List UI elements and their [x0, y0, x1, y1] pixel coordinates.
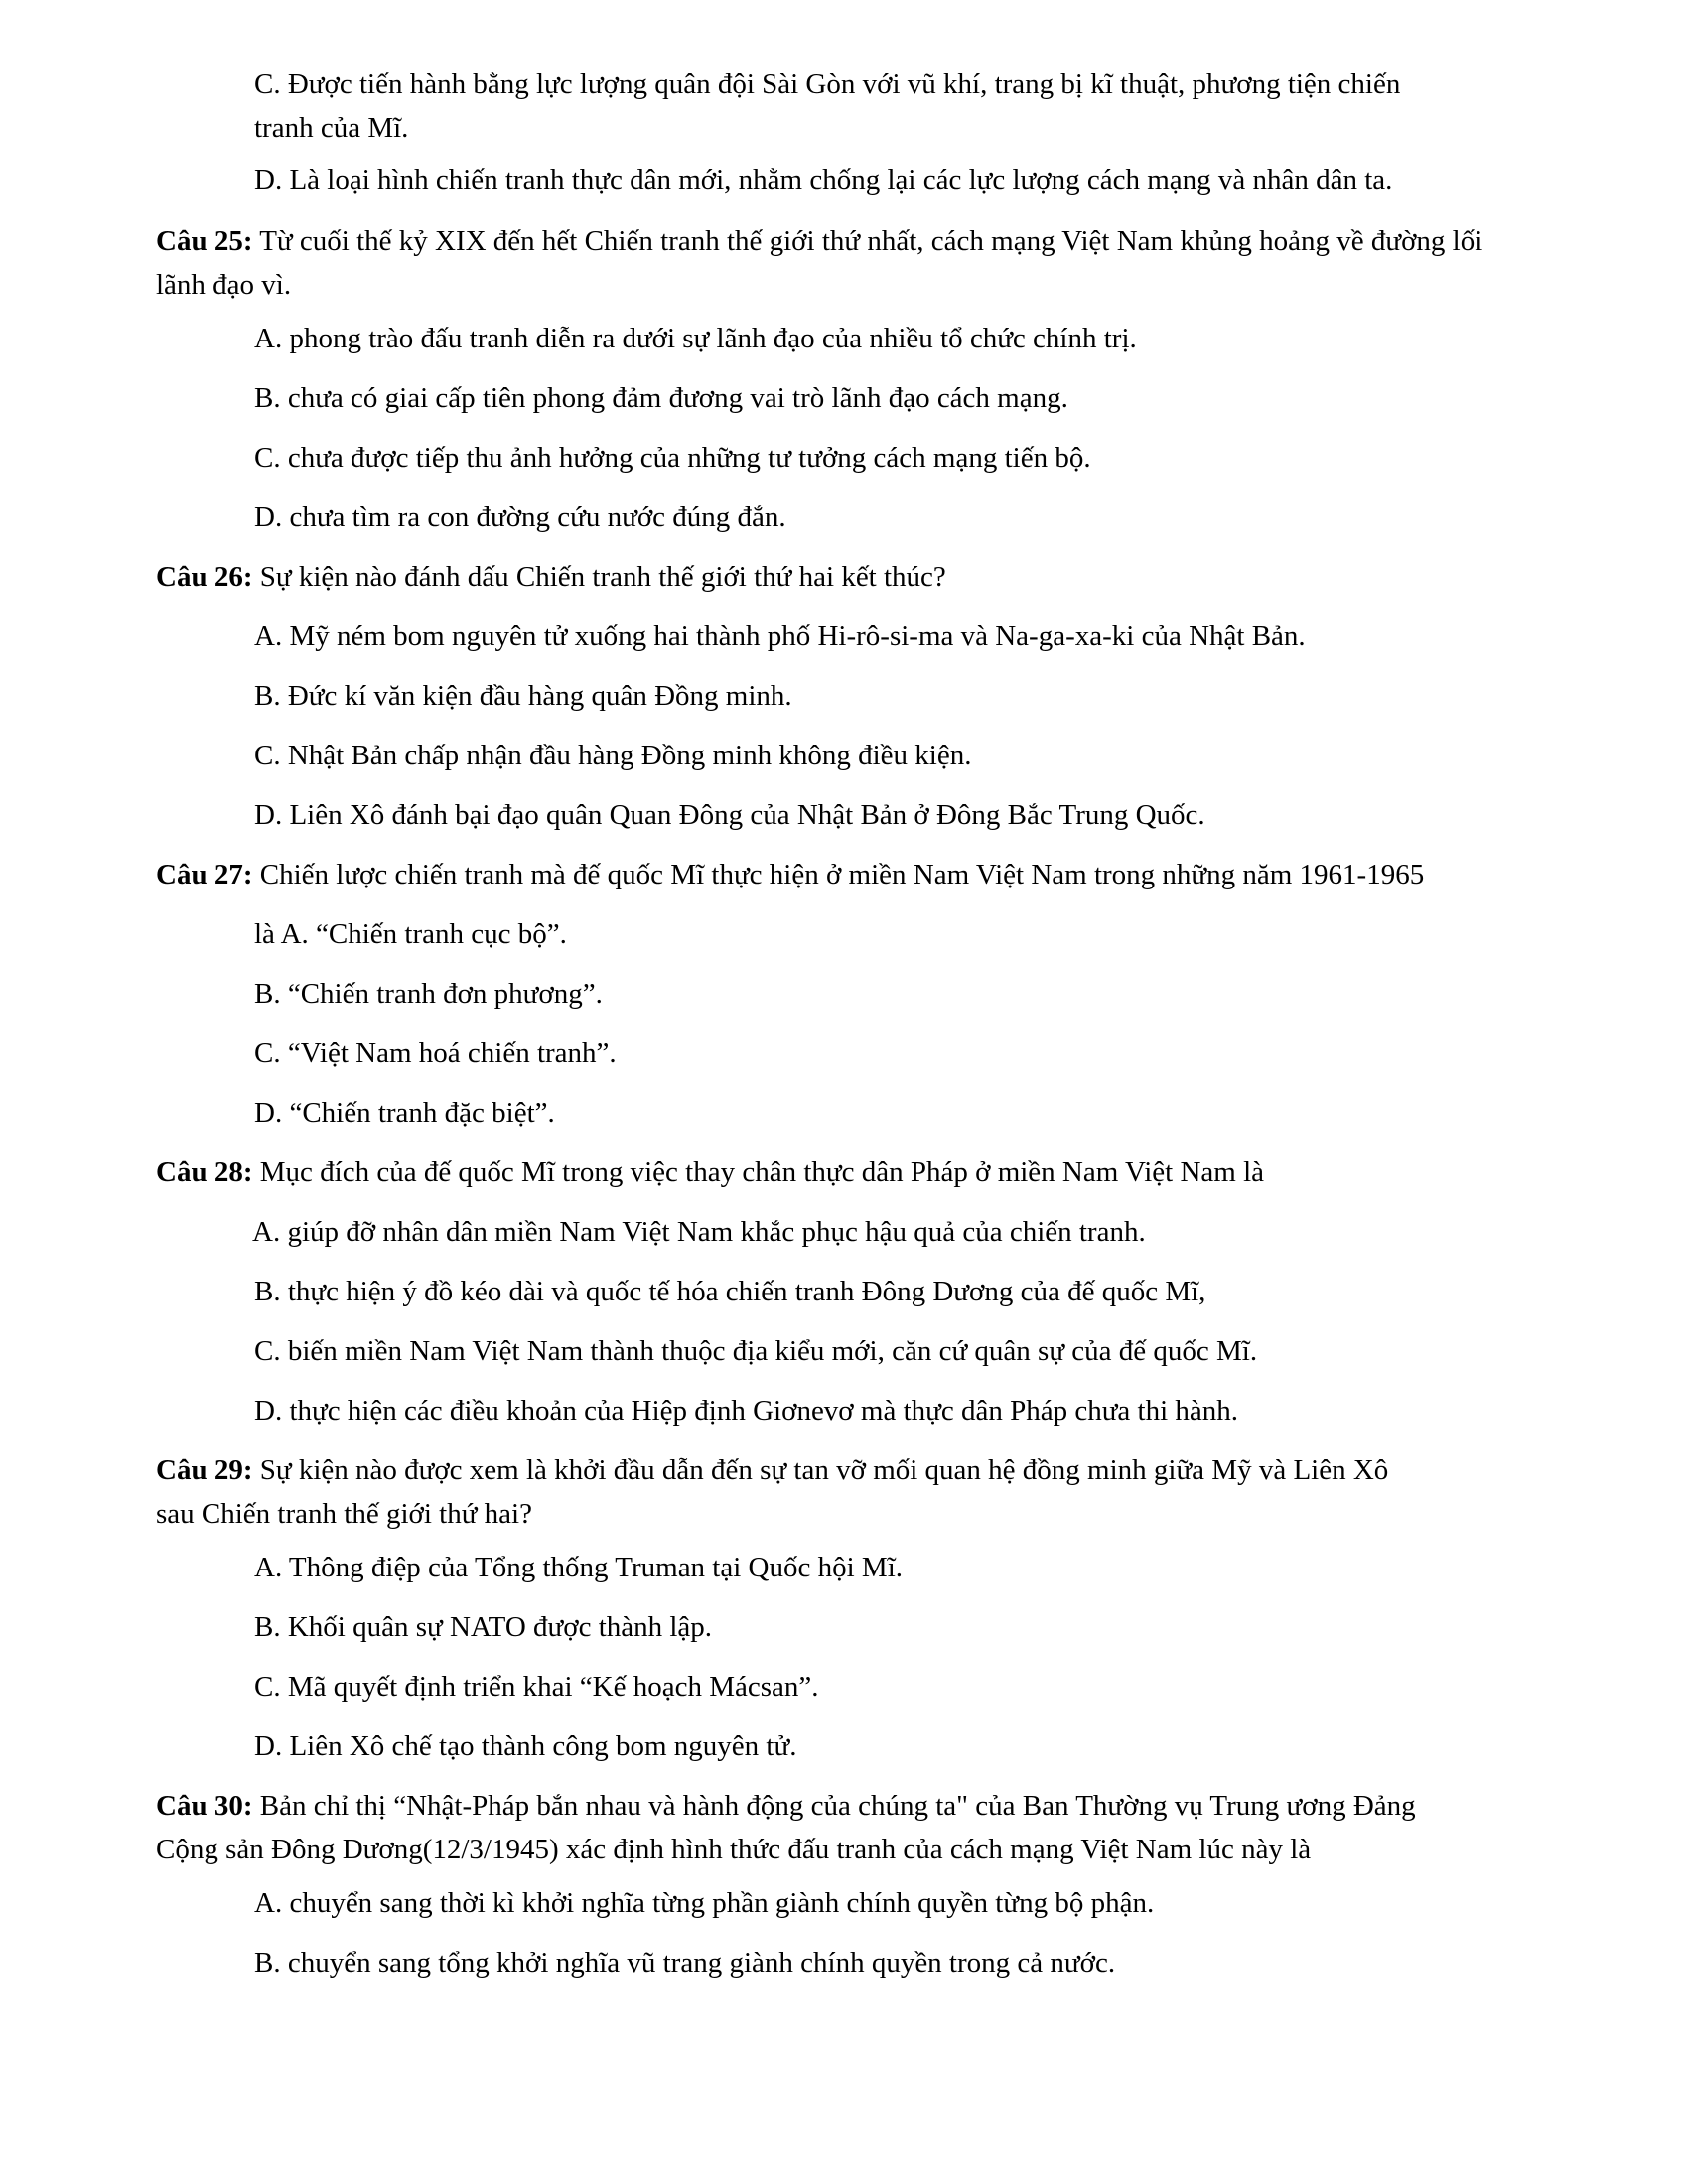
question-25-line2: lãnh đạo vì.: [156, 269, 292, 301]
q29-option-b: B. Khối quân sự NATO được thành lập.: [254, 1611, 713, 1643]
question-27: [156, 857, 1424, 892]
question-text: Sự kiện nào được xem là khởi đầu dẫn đến sự tan vỡ mối quan hệ đồng minh giữa Mỹ và Liên Xô: [252, 1454, 1389, 1486]
prev-option-d: D. Là loại hình chiến tranh thực dân mới, nhằm chống lại các lực lượng cách mạng và nhân dân ta.: [254, 164, 1393, 196]
q26-option-c: C. Nhật Bản chấp nhận đầu hàng Đồng minh không điều kiện.: [254, 740, 972, 771]
q26-option-d: D. Liên Xô đánh bại đạo quân Quan Đông của Nhật Bản ở Đông Bắc Trung Quốc.: [254, 799, 1205, 831]
q29-option-a: A. Thông điệp của Tổng thống Truman tại Quốc hội Mĩ.: [254, 1552, 904, 1583]
question-26: [156, 559, 946, 595]
q27-option-d: D. “Chiến tranh đặc biệt”.: [254, 1097, 555, 1129]
q25-option-b: B. chưa có giai cấp tiên phong đảm đương vai trò lãnh đạo cách mạng.: [254, 382, 1068, 414]
question-label: Câu 25:: [156, 225, 253, 257]
question-29-line2: sau Chiến tranh thế giới thứ hai?: [156, 1498, 532, 1530]
q25-option-c: C. chưa được tiếp thu ảnh hưởng của những tư tưởng cách mạng tiến bộ.: [254, 442, 1091, 474]
q26-option-b: B. Đức kí văn kiện đầu hàng quân Đồng minh.: [254, 680, 792, 712]
question-text: Từ cuối thế kỷ XIX đến hết Chiến tranh thế giới thứ nhất, cách mạng Việt Nam khủng hoảng về đường lối: [252, 225, 1483, 257]
question-30-line2: Cộng sản Đông Dương(12/3/1945) xác định hình thức đấu tranh của cách mạng Việt Nam lúc này là: [156, 1834, 1312, 1865]
question-label: Câu 28:: [156, 1157, 253, 1188]
q27-option-b: B. “Chiến tranh đơn phương”.: [254, 978, 603, 1010]
q28-option-c: C. biến miền Nam Việt Nam thành thuộc địa kiểu mới, căn cứ quân sự của đế quốc Mĩ.: [254, 1335, 1258, 1367]
question-label: Câu 27:: [156, 859, 253, 890]
question-text: Mục đích của đế quốc Mĩ trong việc thay chân thực dân Pháp ở miền Nam Việt Nam là: [252, 1157, 1265, 1188]
prev-option-c-line1: C. Được tiến hành bằng lực lượng quân đội Sài Gòn với vũ khí, trang bị kĩ thuật, phương tiện chiến: [254, 68, 1401, 100]
question-30: [156, 1788, 1416, 1824]
q30-option-a: A. chuyển sang thời kì khởi nghĩa từng phần giành chính quyền từng bộ phận.: [254, 1887, 1155, 1919]
q25-option-a: A. phong trào đấu tranh diễn ra dưới sự lãnh đạo của nhiều tổ chức chính trị.: [254, 323, 1137, 354]
question-label: Câu 26:: [156, 561, 253, 593]
q29-option-d: D. Liên Xô chế tạo thành công bom nguyên tử.: [254, 1730, 797, 1762]
question-29: [156, 1452, 1388, 1488]
question-label: Câu 30:: [156, 1790, 253, 1822]
q30-option-b: B. chuyển sang tổng khởi nghĩa vũ trang giành chính quyền trong cả nước.: [254, 1947, 1116, 1979]
q26-option-a: A. Mỹ ném bom nguyên tử xuống hai thành phố Hi-rô-si-ma và Na-ga-xa-ki của Nhật Bản.: [254, 620, 1306, 652]
q28-option-b: B. thực hiện ý đồ kéo dài và quốc tế hóa chiến tranh Đông Dương của đế quốc Mĩ,: [254, 1276, 1206, 1307]
q28-option-a: A. giúp đỡ nhân dân miền Nam Việt Nam khắc phục hậu quả của chiến tranh.: [252, 1216, 1146, 1248]
question-28: [156, 1155, 1264, 1190]
q25-option-d: D. chưa tìm ra con đường cứu nước đúng đắn.: [254, 501, 786, 533]
q28-option-d: D. thực hiện các điều khoản của Hiệp định Giơnevơ mà thực dân Pháp chưa thi hành.: [254, 1395, 1239, 1427]
q27-option-c: C. “Việt Nam hoá chiến tranh”.: [254, 1037, 617, 1069]
question-label: Câu 29:: [156, 1454, 253, 1486]
question-text: Bản chỉ thị “Nhật-Pháp bắn nhau và hành động của chúng ta" của Ban Thường vụ Trung ương Đảng: [252, 1790, 1416, 1822]
prev-option-c-line2: tranh của Mĩ.: [254, 112, 409, 144]
question-text: Sự kiện nào đánh dấu Chiến tranh thế giới thứ hai kết thúc?: [252, 561, 946, 593]
question-text: Chiến lược chiến tranh mà đế quốc Mĩ thực hiện ở miền Nam Việt Nam trong những năm 1961-1965: [252, 859, 1425, 890]
q29-option-c: C. Mã quyết định triển khai “Kế hoạch Mácsan”.: [254, 1671, 819, 1703]
question-25: [156, 223, 1482, 259]
q27-option-a: là A. “Chiến tranh cục bộ”.: [254, 918, 567, 950]
